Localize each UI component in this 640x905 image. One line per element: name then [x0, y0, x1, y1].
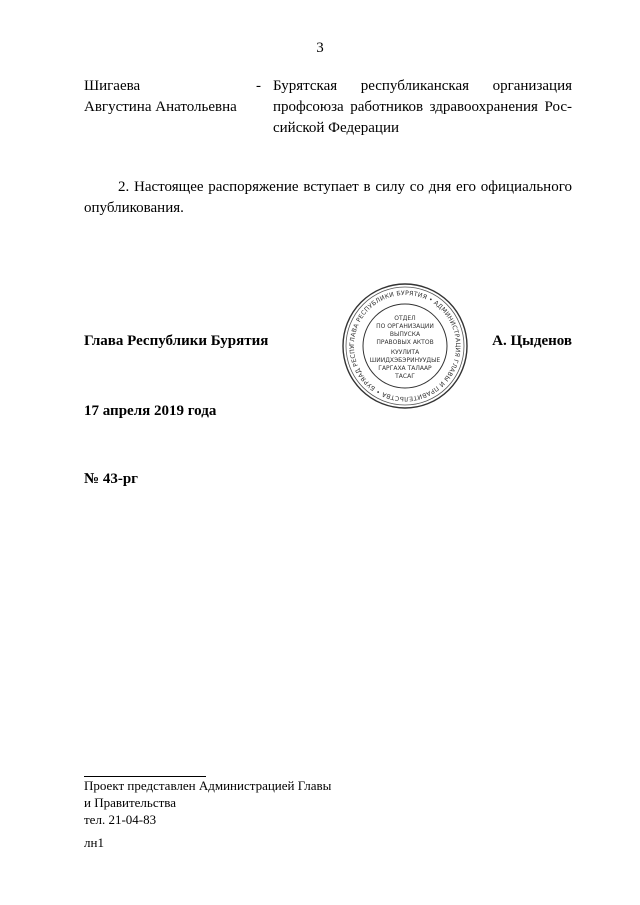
member-org-line2: профсоюза работников здравоохранения Рос-	[273, 99, 572, 115]
document-date: 17 апреля 2019 года	[84, 403, 217, 419]
seal-line: ПРАВОВЫХ АКТОВ	[376, 339, 434, 346]
seal-line: ТАСАГ	[395, 373, 415, 380]
official-seal	[340, 281, 470, 411]
seal-ring-text: ГЛАВА РЕСПУБЛИКИ БУРЯТИЯ • АДМИНИСТРАЦИЯ ГЛАВЫ И ПРАВИТЕЛЬСТВА • БУРЯАД РЕСПУ	[348, 289, 462, 403]
member-surname: Шигаева	[84, 78, 141, 94]
member-given-names: Августина Анатольевна	[84, 99, 237, 115]
seal-line: ГАРГАХА ТАЛААР	[378, 365, 432, 372]
seal-line: ОТДЕЛ	[394, 315, 416, 322]
seal-line: ПО ОРГАНИЗАЦИИ	[376, 323, 434, 330]
footer-line2: и Правительства	[84, 795, 177, 810]
document-number: № 43-рг	[84, 471, 138, 487]
seal-line: ВЫПУСКА	[389, 331, 421, 338]
seal-line: КУУЛИТА	[390, 349, 420, 356]
footer-phone: тел. 21-04-83	[84, 812, 157, 827]
seal-graphic	[340, 281, 470, 411]
signatory-position: Глава Республики Бурятия	[84, 333, 269, 349]
member-org-line3: сийской Федерации	[273, 120, 400, 136]
seal-line: ШИИДХЭБЭРИНУУДЫЕ	[369, 357, 441, 364]
clause-line2: опубликования.	[84, 200, 184, 216]
signatory-name: А. Цыденов	[492, 333, 572, 349]
page-number: 3	[316, 40, 324, 56]
footer-code: лн1	[84, 835, 104, 850]
member-org-line1: Бурятская республиканская организация	[273, 78, 572, 94]
clause-line1: 2. Настоящее распоряжение вступает в силу со дня его официального	[118, 179, 572, 195]
member-dash: -	[256, 78, 261, 94]
footer-line1: Проект представлен Администрацией Главы	[84, 778, 332, 793]
